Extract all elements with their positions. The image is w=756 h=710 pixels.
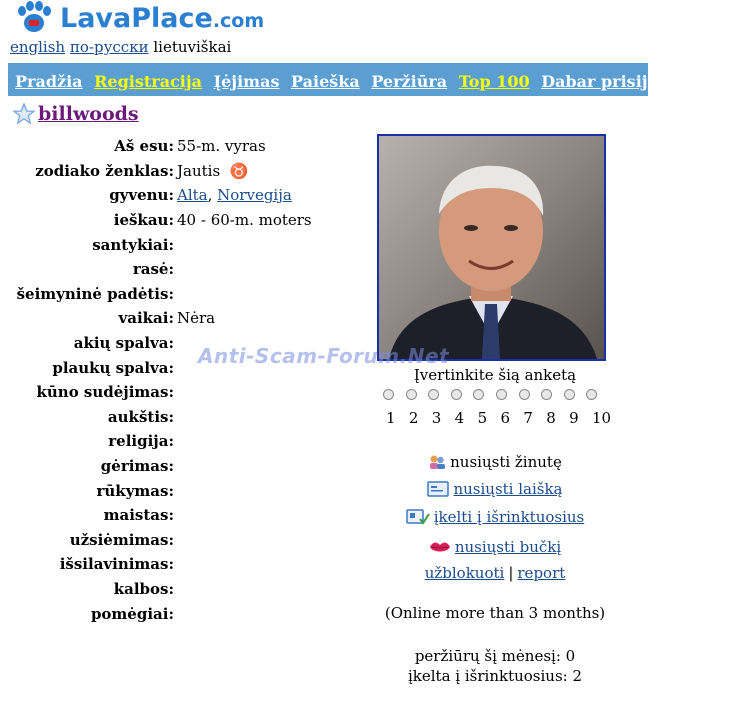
main-nav — [8, 63, 751, 96]
detail-value: Nėra — [177, 309, 216, 328]
city-link[interactable]: Alta — [177, 186, 208, 205]
people-chat-icon — [428, 454, 446, 470]
detail-label: santykiai: — [92, 235, 174, 254]
detail-label: rasė: — [132, 260, 174, 279]
rating-number: 10 — [592, 409, 612, 427]
send-kiss-action[interactable] — [372, 538, 618, 556]
rating-numbers — [386, 409, 615, 427]
site-logo[interactable] — [14, 0, 264, 36]
rating-radio-8[interactable] — [541, 389, 552, 400]
detail-row — [0, 405, 370, 430]
nav-home[interactable]: Pradžia — [15, 72, 83, 91]
block-link[interactable]: užblokuoti — [424, 564, 505, 582]
detail-label: kūno sudėjimas: — [36, 383, 174, 402]
detail-label: plaukų spalva: — [52, 358, 174, 377]
rating-number: 6 — [500, 409, 510, 427]
detail-label: maistas: — [103, 506, 174, 525]
detail-row — [0, 601, 370, 626]
detail-row — [0, 232, 370, 257]
detail-row — [0, 552, 370, 577]
letter-icon — [427, 481, 449, 497]
detail-row — [0, 454, 370, 479]
nav-register[interactable]: Registracija — [94, 72, 203, 91]
nav-top100[interactable]: Top 100 — [458, 72, 530, 91]
detail-value: 55-m. vyras — [177, 137, 266, 156]
detail-row — [0, 208, 370, 233]
detail-label: aukštis: — [107, 407, 174, 426]
lang-lithuanian-current: lietuviškai — [153, 38, 232, 56]
rating-number: 5 — [477, 409, 488, 427]
rating-number: 9 — [569, 409, 579, 427]
detail-label: šeimyninė padėtis: — [16, 284, 174, 303]
rating-radio-6[interactable] — [496, 389, 507, 400]
detail-row — [0, 134, 370, 159]
detail-label: religija: — [108, 432, 174, 451]
rating-radio-1[interactable] — [383, 389, 394, 400]
rating-radio-10[interactable] — [586, 389, 597, 400]
detail-value: 40 - 60-m. moters — [177, 211, 312, 230]
detail-row — [0, 429, 370, 454]
lips-icon — [429, 540, 451, 554]
rating-radio-3[interactable] — [428, 389, 439, 400]
detail-row — [0, 159, 370, 184]
rating-radio-7[interactable] — [519, 389, 530, 400]
views-month-stat — [372, 647, 618, 665]
rating-number: 7 — [523, 409, 533, 427]
favorites-card-icon — [406, 508, 430, 526]
detail-row — [0, 306, 370, 331]
detail-label: zodiako ženklas: — [35, 161, 174, 180]
favorited-stat — [372, 667, 618, 685]
nav-browse[interactable]: Peržiūra — [371, 72, 448, 91]
detail-label: rūkymas: — [96, 481, 174, 500]
detail-label: kalbos: — [113, 579, 174, 598]
send-letter-action[interactable] — [372, 480, 618, 498]
rating-radio-2[interactable] — [406, 389, 417, 400]
language-switcher — [10, 38, 231, 56]
detail-row — [0, 183, 370, 208]
detail-row — [0, 380, 370, 405]
paw-logo-icon — [14, 1, 54, 35]
lang-english-link[interactable]: english — [10, 38, 66, 56]
online-status-text: (Online more than 3 months) — [384, 604, 606, 622]
rating-radio-5[interactable] — [473, 389, 484, 400]
online-status — [372, 604, 618, 622]
detail-row — [0, 528, 370, 553]
send-kiss-link[interactable]: nusiųsti bučkį — [454, 538, 562, 556]
profile-photo[interactable] — [377, 134, 606, 361]
detail-value: Alta, Norvegija — [177, 186, 292, 205]
add-favorites-action[interactable] — [372, 508, 618, 526]
watermark-text: Anti-Scam-Forum.Net — [198, 344, 450, 368]
detail-row — [0, 503, 370, 528]
detail-label: gyvenu: — [109, 186, 174, 205]
send-letter-link[interactable]: nusiųsti laišką — [453, 480, 563, 498]
nav-online-now[interactable]: Dabar prisijungę — [541, 72, 693, 91]
nav-login[interactable]: Įėjimas — [213, 72, 280, 91]
block-report-actions — [372, 564, 618, 582]
detail-row — [0, 282, 370, 307]
nav-travel[interactable]: Kelio — [703, 72, 751, 91]
logo-text: LavaPlace.com — [60, 2, 265, 34]
rating-radio-9[interactable] — [564, 389, 575, 400]
lang-russian-link[interactable]: по-русски — [69, 38, 149, 56]
detail-row — [0, 257, 370, 282]
profile-header — [12, 102, 139, 126]
rating-number: 4 — [454, 409, 465, 427]
separator: | — [508, 564, 514, 582]
report-link[interactable]: report — [517, 564, 566, 582]
profile-details — [0, 134, 370, 626]
nav-search[interactable]: Paieška — [291, 72, 360, 91]
favorited-text: įkelta į išrinktuosius: 2 — [407, 667, 583, 685]
detail-value: Jautis ♉ — [177, 161, 249, 180]
rating-title: Įvertinkite šią anketą — [413, 366, 577, 384]
detail-label: išsilavinimas: — [59, 555, 174, 574]
send-message-action[interactable] — [372, 453, 618, 471]
detail-row — [0, 577, 370, 602]
star-icon[interactable] — [12, 102, 36, 126]
rating-number: 2 — [408, 409, 419, 427]
profile-photo-image — [379, 136, 604, 359]
username-link[interactable]: billwoods — [38, 103, 139, 125]
detail-label: gėrimas: — [100, 457, 174, 476]
detail-label: pomėgiai: — [90, 604, 174, 623]
rating-radio-4[interactable] — [451, 389, 462, 400]
rating-radio-group — [383, 389, 609, 400]
rating-number: 1 — [386, 409, 396, 427]
detail-row — [0, 478, 370, 503]
detail-label: užsiėmimas: — [69, 530, 174, 549]
country-link[interactable]: Norvegija — [217, 186, 292, 205]
rating-number: 3 — [431, 409, 442, 427]
detail-label: vaikai: — [118, 309, 174, 328]
send-message-label: nusiųsti žinutę — [450, 453, 562, 471]
detail-label: akių spalva: — [73, 334, 174, 353]
add-favorites-link[interactable]: įkelti į išrinktuosius — [433, 508, 585, 526]
detail-label: Aš esu: — [114, 137, 174, 156]
rating-number: 8 — [546, 409, 556, 427]
detail-label: ieškau: — [113, 211, 174, 230]
views-month-text: peržiūrų šį mėnesį: 0 — [414, 647, 576, 665]
